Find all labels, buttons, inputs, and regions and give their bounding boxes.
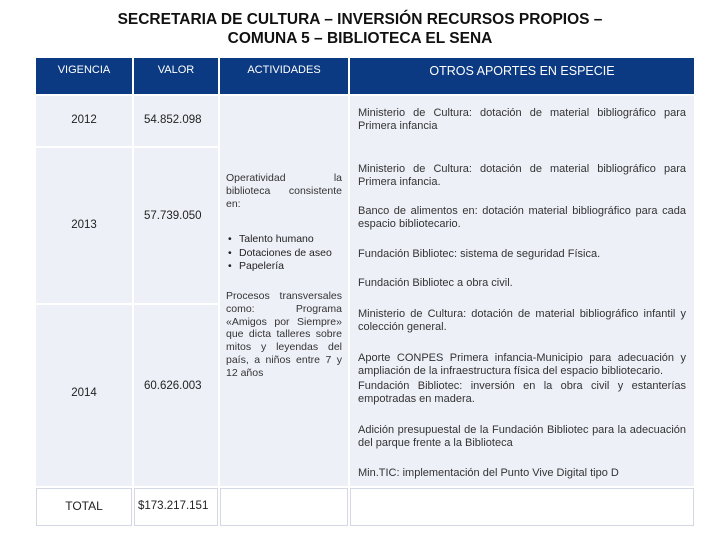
contribution-item: Banco de alimentos en: dotación material bibliográfico para cada espacio bibliotecario. xyxy=(358,205,686,230)
contribution-item: Aporte CONPES Primera infancia-Municipio para adecuación y ampliación de la infraestructura física del espacio bibliotecario. xyxy=(358,352,686,377)
vigencia-column xyxy=(36,96,132,486)
value-2013: 57.739.050 xyxy=(144,210,202,222)
year-2012: 2012 xyxy=(71,114,97,126)
header-otros-aportes: OTROS APORTES EN ESPECIE xyxy=(350,58,694,94)
year-2013: 2013 xyxy=(71,219,97,231)
total-label-cell xyxy=(36,488,132,526)
title-line-2: COMUNA 5 – BIBLIOTECA EL SENA xyxy=(227,30,493,47)
bullet-papeleria: • Papelería xyxy=(239,260,345,274)
activity-operatividad: Operatividad la biblioteca consistente en: xyxy=(226,172,342,210)
contribution-item: Ministerio de Cultura: dotación de material bibliográfico para Primera infancia. xyxy=(358,163,686,188)
contribution-item: Fundación Bibliotec: sistema de seguridad Física. xyxy=(358,248,601,260)
bullet-dotaciones-aseo: • Dotaciones de aseo xyxy=(239,247,345,261)
contribution-item: Ministerio de Cultura: dotación de material bibliográfico para Primera infancia xyxy=(358,107,686,132)
header-vigencia: VIGENCIA xyxy=(36,58,132,94)
contribution-item: Fundación Bibliotec: inversión en la obra civil y estanterías empotradas en madera. xyxy=(358,380,686,405)
page-title xyxy=(0,10,720,48)
total-label: TOTAL xyxy=(65,499,103,513)
header-valor: VALOR xyxy=(134,58,218,94)
activity-bullet-list xyxy=(227,233,345,274)
bullet-talento-humano: • Talento humano xyxy=(239,233,345,247)
value-2012: 54.852.098 xyxy=(144,114,202,126)
row-divider xyxy=(36,303,218,305)
contribution-item: Adición presupuestal de la Fundación Bibliotec para la adecuación del parque frente a la Biblioteca xyxy=(358,424,686,449)
total-value-cell xyxy=(134,488,218,526)
header-actividades: ACTIVIDADES xyxy=(220,58,348,94)
total-value: $173.217.151 xyxy=(138,500,209,512)
value-2014: 60.626.003 xyxy=(144,380,202,392)
total-otros-cell xyxy=(350,488,694,526)
activity-procesos-transversales: Procesos transversales como: Programa «Amigos por Siempre» que dicta talleres sobre mitos y leyendas del país, a niños entre 7 y 12 años xyxy=(226,290,342,379)
contribution-item: Ministerio de Cultura: dotación de material bibliográfico infantil y colección general. xyxy=(358,308,686,333)
total-actividades-cell xyxy=(220,488,348,526)
valor-column xyxy=(134,96,218,486)
year-2014: 2014 xyxy=(71,387,97,399)
row-divider xyxy=(36,146,218,148)
contribution-item: Fundación Bibliotec a obra civil. xyxy=(358,277,513,289)
title-line-1: SECRETARIA DE CULTURA – INVERSIÓN RECURSOS PROPIOS – xyxy=(117,11,603,28)
contribution-item: Min.TIC: implementación del Punto Vive Digital tipo D xyxy=(358,467,619,479)
